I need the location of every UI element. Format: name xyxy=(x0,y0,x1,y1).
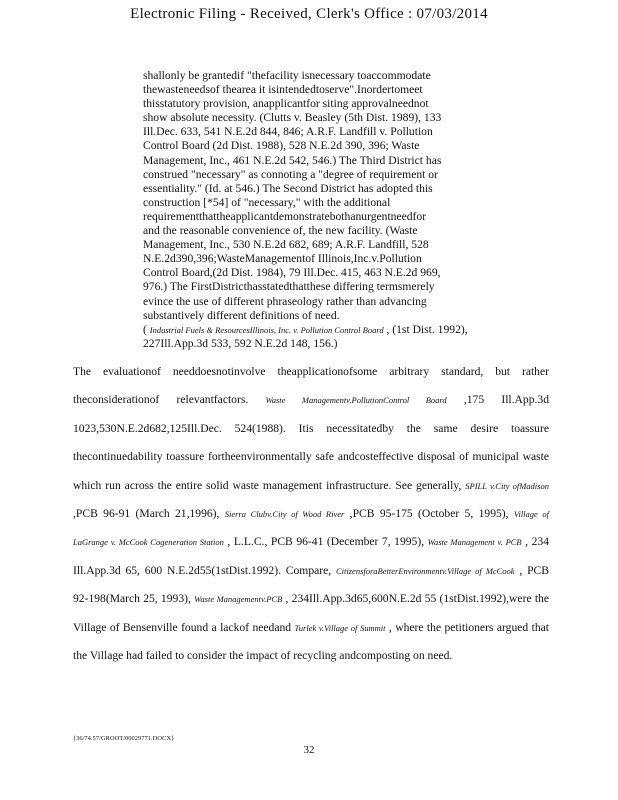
text-segment: The evaluationof needdoesnotinvolve theapplicationofsome arbitrary standard, but rather theconsiderationof relevantfactors. xyxy=(73,365,549,407)
block-quote-tail xyxy=(143,323,475,351)
citation-waste-management-v-pcb: Waste Management v. PCB xyxy=(427,537,522,548)
citation-industrial-fuels: Industrial Fuels & ResourcesIllinois, Inc. v. Pollution Control Board xyxy=(149,324,384,335)
block-quote-line: construed "necessary" as connoting a "degree of requirement or xyxy=(143,167,438,181)
body-paragraph xyxy=(73,358,549,670)
citation-citizens-better-environment: CitizensforaBetterEnvironmentv.Village of McCook xyxy=(335,565,515,576)
block-quote-line: requirementthattheapplicantdemonstratebothanurgentneedfor xyxy=(143,209,427,223)
citation-waste-management-pcb-2: Waste Managementv.PCB xyxy=(194,594,283,605)
block-quote-line: Ill.Dec. 633, 541 N.E.2d 844, 846; A.R.F. Landfill v. Pollution xyxy=(143,125,433,139)
block-quote-line: N.E.2d390,396;WasteManagementof Illinois,Inc.v.Pollution xyxy=(143,252,422,266)
block-quote-tail-rest: , (1st Dist. 1992), 227Ill.App.3d 533, 592 N.E.2d 148, 156.) xyxy=(143,322,468,350)
block-quote-line: evince the use of different phraseology rather than advancing xyxy=(143,294,427,308)
block-quote-line: and the reasonable convenience of, the new facility. (Waste xyxy=(143,224,418,238)
block-quote-line: shallonly be grantedif "thefacility isnecessary toaccommodate xyxy=(143,69,431,82)
text-segment: ,PCB 95-175 (October 5, 1995), xyxy=(344,507,514,521)
block-quote-line: thewasteneedsof thearea it isintendedtoserve".Inordertomeet xyxy=(143,83,423,97)
block-quote-line: Management, Inc., 461 N.E.2d 542, 546.) The Third District has xyxy=(143,153,442,167)
text-segment: , 234Ill.App.3d65,600N.E.2d 55 (1stDist.1992),were the Village of Bensenville found a lackof needand xyxy=(73,592,549,634)
block-quote-line: essentiality." (Id. at 546.) The Second District has adopted this xyxy=(143,181,433,195)
block-quote-line: substantively different definitions of need. xyxy=(143,308,340,322)
page-number: 32 xyxy=(303,744,315,756)
block-quote-line: construction [*54] of "necessary," with the additional xyxy=(143,195,391,209)
block-quote-lines xyxy=(143,69,475,323)
block-quote xyxy=(143,69,475,351)
block-quote-tail-open: ( xyxy=(143,322,150,336)
block-quote-line: Control Board (2d Dist. 1988), 528 N.E.2d 390, 396; Waste xyxy=(143,139,420,153)
citation-turlek-summit: Turlek v.Village of Summit xyxy=(294,622,386,633)
text-segment: ,175 Ill.App.3d 1023,530N.E.2d682,125Ill.Dec. 524(1988). Itis necessitatedby the same desire toassure thecontinuedability toassure fortheenvironmentally safe andcosteffective disposal of municipal waste which run across the entire solid waste management infrastructure. See generally, xyxy=(73,393,550,492)
paragraph-text xyxy=(73,358,549,670)
citation-sierra-club: Sierra Clubv.City of Wood River xyxy=(224,509,345,520)
block-quote-line: Control Board,(2d Dist. 1984), 79 Ill.Dec. 415, 463 N.E.2d 969, xyxy=(143,266,441,280)
block-quote-line: thisstatutory provision, anapplicantfor siting approvalneednot xyxy=(143,97,429,111)
block-quote-line: 976.) The FirstDistricthasstatedthatthese differing termsmerely xyxy=(143,280,435,294)
text-segment: , where the petitioners argued that the Village had failed to consider the impact of recycling andcomposting on need. xyxy=(73,620,549,663)
document-id: {36/74.57/GROOT/00029771.DOCX} xyxy=(73,735,175,742)
text-segment: , 234 Ill.App.3d 65, 600 N.E.2d55(1stDist.1992). Compare, xyxy=(73,535,549,577)
text-segment: , L.L.C., PCB 96-41 (December 7, 1995), xyxy=(223,535,428,549)
citation-lagrange-mccook: Village of LaGrange v. McCook Cogeneration Station xyxy=(73,509,549,548)
block-quote-line: Management, Inc., 530 N.E.2d 682, 689; A.R.F. Landfill, 528 xyxy=(143,238,429,252)
text-segment: ,PCB 96-91 (March 21,1996), xyxy=(73,507,225,521)
text-segment: , PCB 92-198(March 25, 1993), xyxy=(73,563,550,606)
citation-spill-madison: SPILL v.City ofMadison xyxy=(465,480,549,491)
block-quote-line: show absolute necessity. (Clutts v. Beasley (5th Dist. 1989), 133 xyxy=(143,111,442,125)
citation-waste-management-pcb: Waste Managementv.PollutionControl Board xyxy=(265,395,447,406)
filing-header: Electronic Filing - Received, Clerk's Office : 07/03/2014 xyxy=(130,6,488,22)
